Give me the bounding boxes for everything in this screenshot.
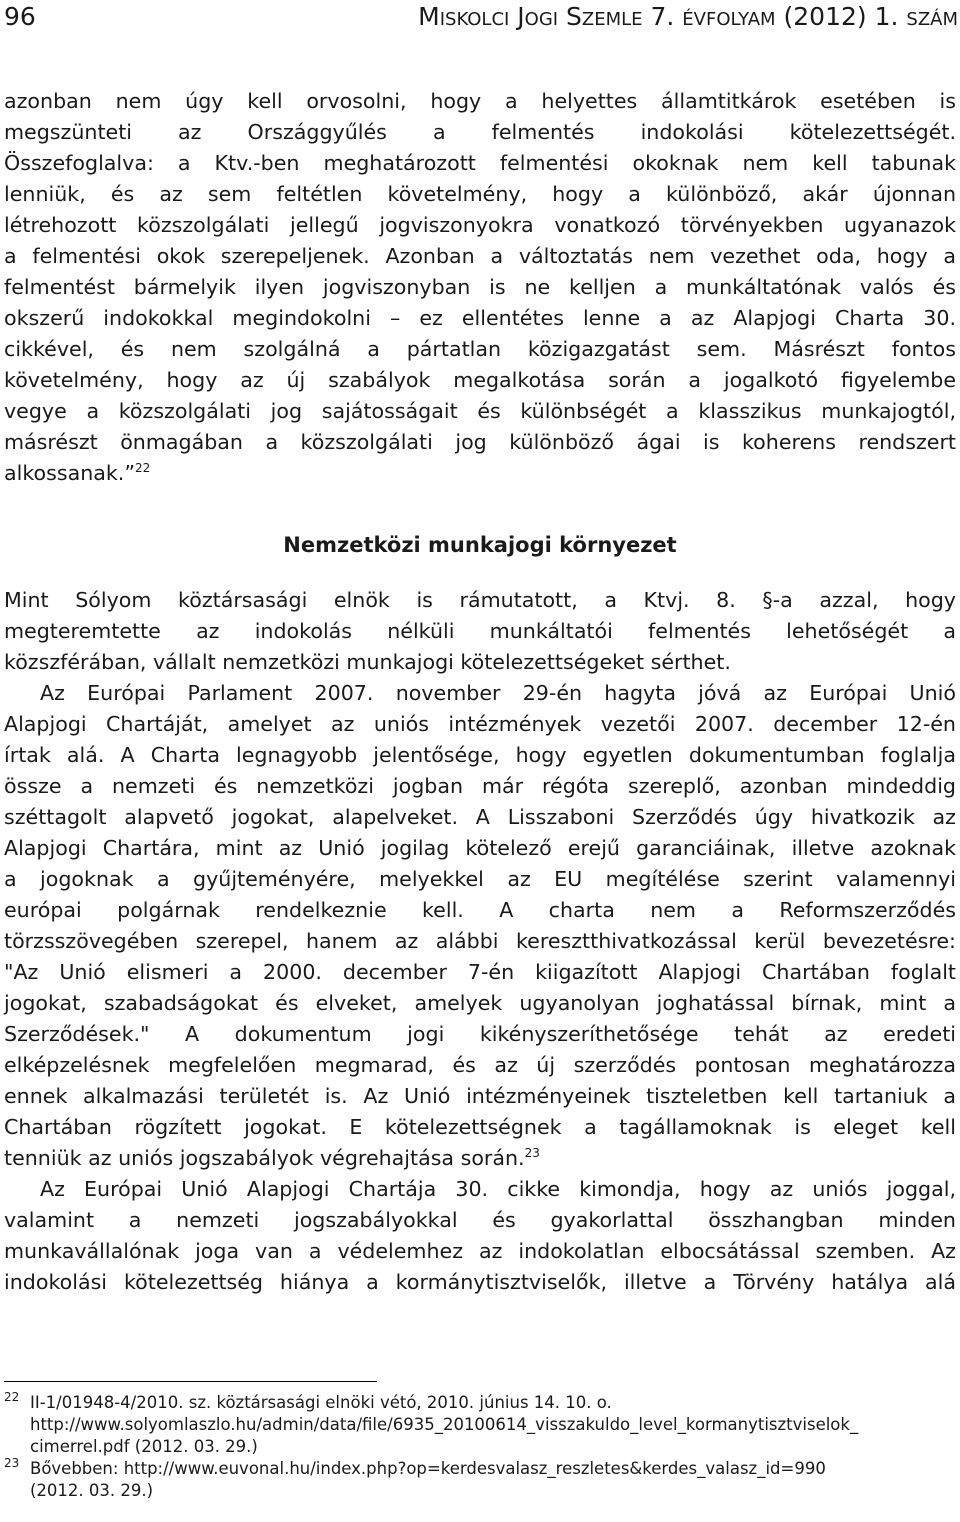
text-line: "Az Unió elismeri a 2000. december 7-én kiigazított Alapjogi Chartában foglalt [4, 960, 956, 984]
text-line: a jogoknak a gyűjteményére, melyekkel az EU megítélése szerint valamennyi [4, 867, 956, 891]
text-line: azonban nem úgy kell orvosolni, hogy a helyettes államtitkárok esetében is [4, 89, 956, 113]
text-line: létrehozott közszolgálati jellegű jogviszonyokra vonatkozó törvényekben ugyanazok [4, 213, 956, 237]
footnotes [4, 1392, 954, 1502]
footnote-text: (2012. 03. 29.) [30, 1481, 154, 1500]
text-line: jogokat, szabadságokat és elveket, amelyek ugyanolyan joghatással bírnak, mint a [4, 991, 956, 1015]
text-line: indokolási kötelezettség hiánya a kormánytisztviselők, illetve a Törvény hatálya alá [4, 1270, 956, 1294]
text-line: széttagolt alapvető jogokat, alapelveket. A Lisszaboni Szerződés úgy hivatkozik az [4, 805, 956, 829]
text-line: Chartában rögzített jogokat. E kötelezettségnek a tagállamoknak is eleget kell [4, 1115, 956, 1139]
paragraph [4, 86, 956, 489]
text-line: másrészt önmagában a közszolgálati jog különböző ágai is koherens rendszert [4, 430, 956, 454]
footnote-reference[interactable]: 22 [135, 461, 151, 475]
text-line: okszerű indokokkal megindokolni – ez ellentétes lenne a az Alapjogi Charta 30. [4, 306, 956, 330]
footnote-text: cimerrel.pdf (2012. 03. 29.) [30, 1437, 258, 1456]
text-line [4, 1143, 956, 1174]
paragraph [4, 1174, 956, 1298]
spacer [4, 489, 956, 525]
text-line [4, 458, 956, 489]
body-text [4, 86, 956, 1298]
footnote-separator [4, 1381, 377, 1382]
page-number: 96 [4, 2, 36, 31]
footnote-link[interactable]: http://www.solyomlaszlo.hu/admin/data/file/6935_20100614_visszakuldo_level_kormanytisztviselok_ [30, 1415, 859, 1434]
text-line: Alapjogi Chartára, mint az Unió jogilag kötelező erejű garanciáinak, illetve azoknak [4, 836, 956, 860]
footnote [4, 1392, 954, 1458]
text-line: írtak alá. A Charta legnagyobb jelentősége, hogy egyetlen dokumentumban foglalja [4, 743, 956, 767]
text-line: elképzelésnek megfelelően megmarad, és az új szerződés pontosan meghatározza [4, 1053, 956, 1077]
text-line: Mint Sólyom köztársasági elnök is rámutatott, a Ktvj. 8. §-a azzal, hogy [4, 588, 956, 612]
page-header [0, 0, 960, 40]
paragraph [4, 678, 956, 1174]
journal-title: Miskolci Jogi Szemle 7. évfolyam (2012) 1. szám [418, 2, 958, 31]
text-line: a felmentési okok szerepeljenek. Azonban a változtatás nem vezethet oda, hogy a [4, 244, 956, 268]
text-line: Összefoglalva: a Ktv.-ben meghatározott felmentési okoknak nem kell tabunak [4, 151, 956, 175]
section-heading: Nemzetközi munkajogi környezet [283, 533, 677, 557]
text-line: európai polgárnak rendelkeznie kell. A charta nem a Reformszerződés [4, 898, 956, 922]
text-line: felmentést bármelyik ilyen jogviszonyban is ne kelljen a munkáltatónak valós és [4, 275, 956, 299]
footnote-number: 22 [4, 1390, 20, 1404]
text-line: követelmény, hogy az új szabályok megalkotása során a jogalkotó figyelembe [4, 368, 956, 392]
text-line: megteremtette az indokolás nélküli munkáltatói felmentés lehetőségét a [4, 619, 956, 643]
text-line: ennek alkalmazási területét is. Az Unió intézményeinek tiszteletben kell tartaniuk a [4, 1084, 956, 1108]
text-line: össze a nemzeti és nemzetközi jogban már régóta szereplő, azonban mindeddig [4, 774, 956, 798]
text-fragment: alkossanak.” [4, 461, 136, 485]
text-line: Az Európai Unió Alapjogi Chartája 30. cikke kimondja, hogy az uniós joggal, [40, 1177, 956, 1201]
footnote [4, 1458, 954, 1502]
text-fragment: tenniük az uniós jogszabályok végrehajtása során. [4, 1146, 525, 1170]
text-line: Alapjogi Chartáját, amelyet az uniós intézmények vezetői 2007. december 12-én [4, 712, 956, 736]
footnote-link[interactable]: Bővebben: http://www.euvonal.hu/index.php?op=kerdesvalasz_reszletes&kerdes_valasz_id=990 [30, 1459, 826, 1478]
text-line: valamint a nemzeti jogszabályokkal és gyakorlattal összhangban minden [4, 1208, 956, 1232]
text-line: munkavállalónak joga van a védelemhez az indokolatlan elbocsátással szemben. Az [4, 1239, 956, 1263]
text-line: közszférában, vállalt nemzetközi munkajogi kötelezettségeket sérthet. [4, 650, 731, 674]
footnote-text: II-1/01948-4/2010. sz. köztársasági elnöki vétó, 2010. június 14. 10. o. [30, 1393, 612, 1412]
footnote-number: 23 [4, 1456, 20, 1470]
text-line: lenniük, és az sem feltétlen követelmény, hogy a különböző, akár újonnan [4, 182, 956, 206]
text-line: törzsszövegében szerepel, hanem az alábbi keresztthivatkozással kerül bevezetésre: [4, 929, 956, 953]
paragraph [4, 585, 956, 678]
text-line: Szerződések." A dokumentum jogi kikényszeríthetősége tehát az eredeti [4, 1022, 956, 1046]
text-line: cikkével, és nem szolgálná a pártatlan közigazgatást sem. Másrészt fontos [4, 337, 956, 361]
text-line: Az Európai Parlament 2007. november 29-én hagyta jóvá az Európai Unió [40, 681, 956, 705]
text-line: megszünteti az Országgyűlés a felmentés indokolási kötelezettségét. [4, 120, 956, 144]
text-line: vegye a közszolgálati jog sajátosságait és különbségét a klasszikus munkajogtól, [4, 399, 956, 423]
footnote-reference[interactable]: 23 [524, 1146, 540, 1160]
